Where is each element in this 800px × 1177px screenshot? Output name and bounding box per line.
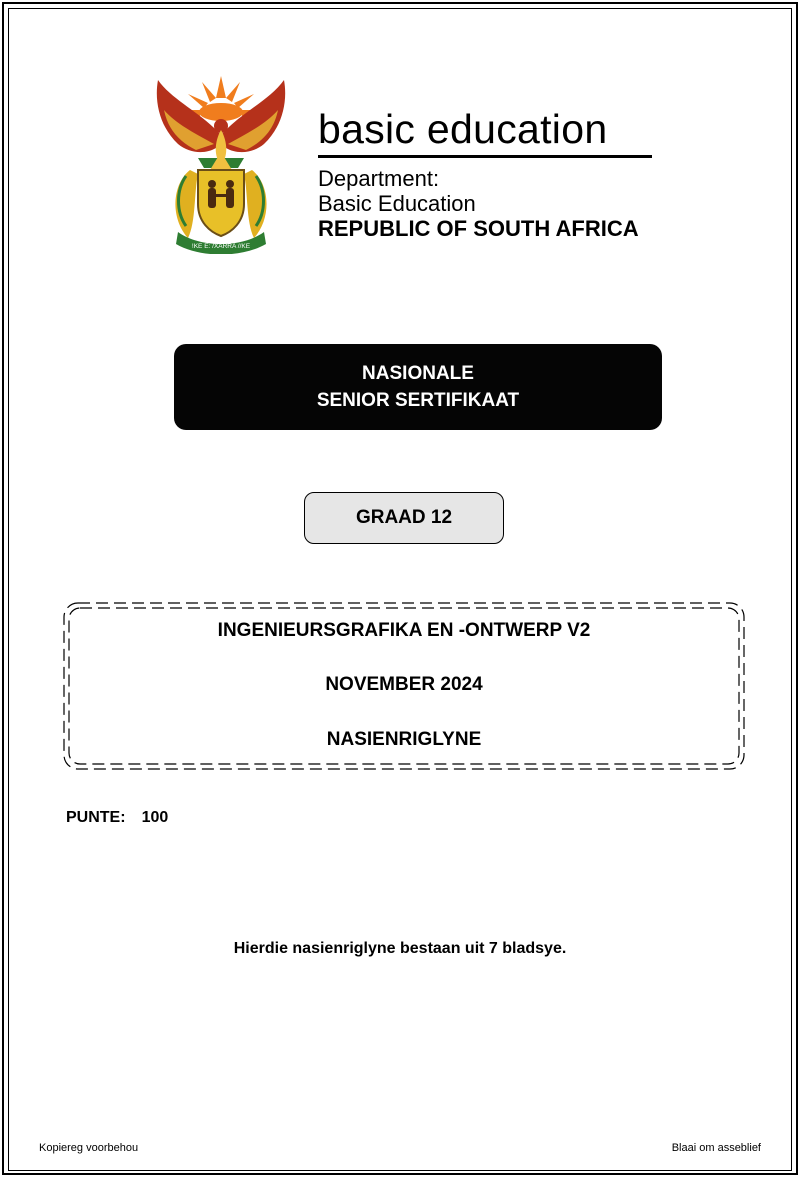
marks-line xyxy=(66,809,168,827)
subject-title: INGENIEURSGRAFIKA EN -ONTWERP V2 xyxy=(217,620,591,641)
certificate-line-2: SENIOR SERTIFIKAAT xyxy=(316,390,520,411)
document-type: NASIENRIGLYNE xyxy=(326,729,482,750)
copyright-footer: Kopiereg voorbehou xyxy=(39,1142,139,1154)
page-count-note: Hierdie nasienriglyne bestaan uit 7 bladsye. xyxy=(233,940,567,957)
certificate-line-1: NASIONALE xyxy=(362,363,474,384)
coat-of-arms-logo xyxy=(150,72,292,254)
subject-frame xyxy=(62,600,746,772)
marks-label: PUNTE: xyxy=(66,809,126,826)
grade-label: GRAAD 12 xyxy=(355,507,453,528)
crest-motto: !KE E: /XARRA //KE xyxy=(191,243,251,250)
brand-title: basic education xyxy=(318,106,608,152)
turn-over-footer: Blaai om asseblief xyxy=(671,1142,761,1154)
brand-underline xyxy=(318,155,652,158)
grade-box xyxy=(304,492,504,544)
brand-block xyxy=(318,104,658,241)
marks-value: 100 xyxy=(141,809,169,826)
exam-session: NOVEMBER 2024 xyxy=(325,674,483,695)
country-name: REPUBLIC OF SOUTH AFRICA xyxy=(318,216,639,241)
department-name: Basic Education xyxy=(318,191,476,216)
department-label: Department: xyxy=(318,166,440,191)
certificate-banner xyxy=(174,344,662,430)
